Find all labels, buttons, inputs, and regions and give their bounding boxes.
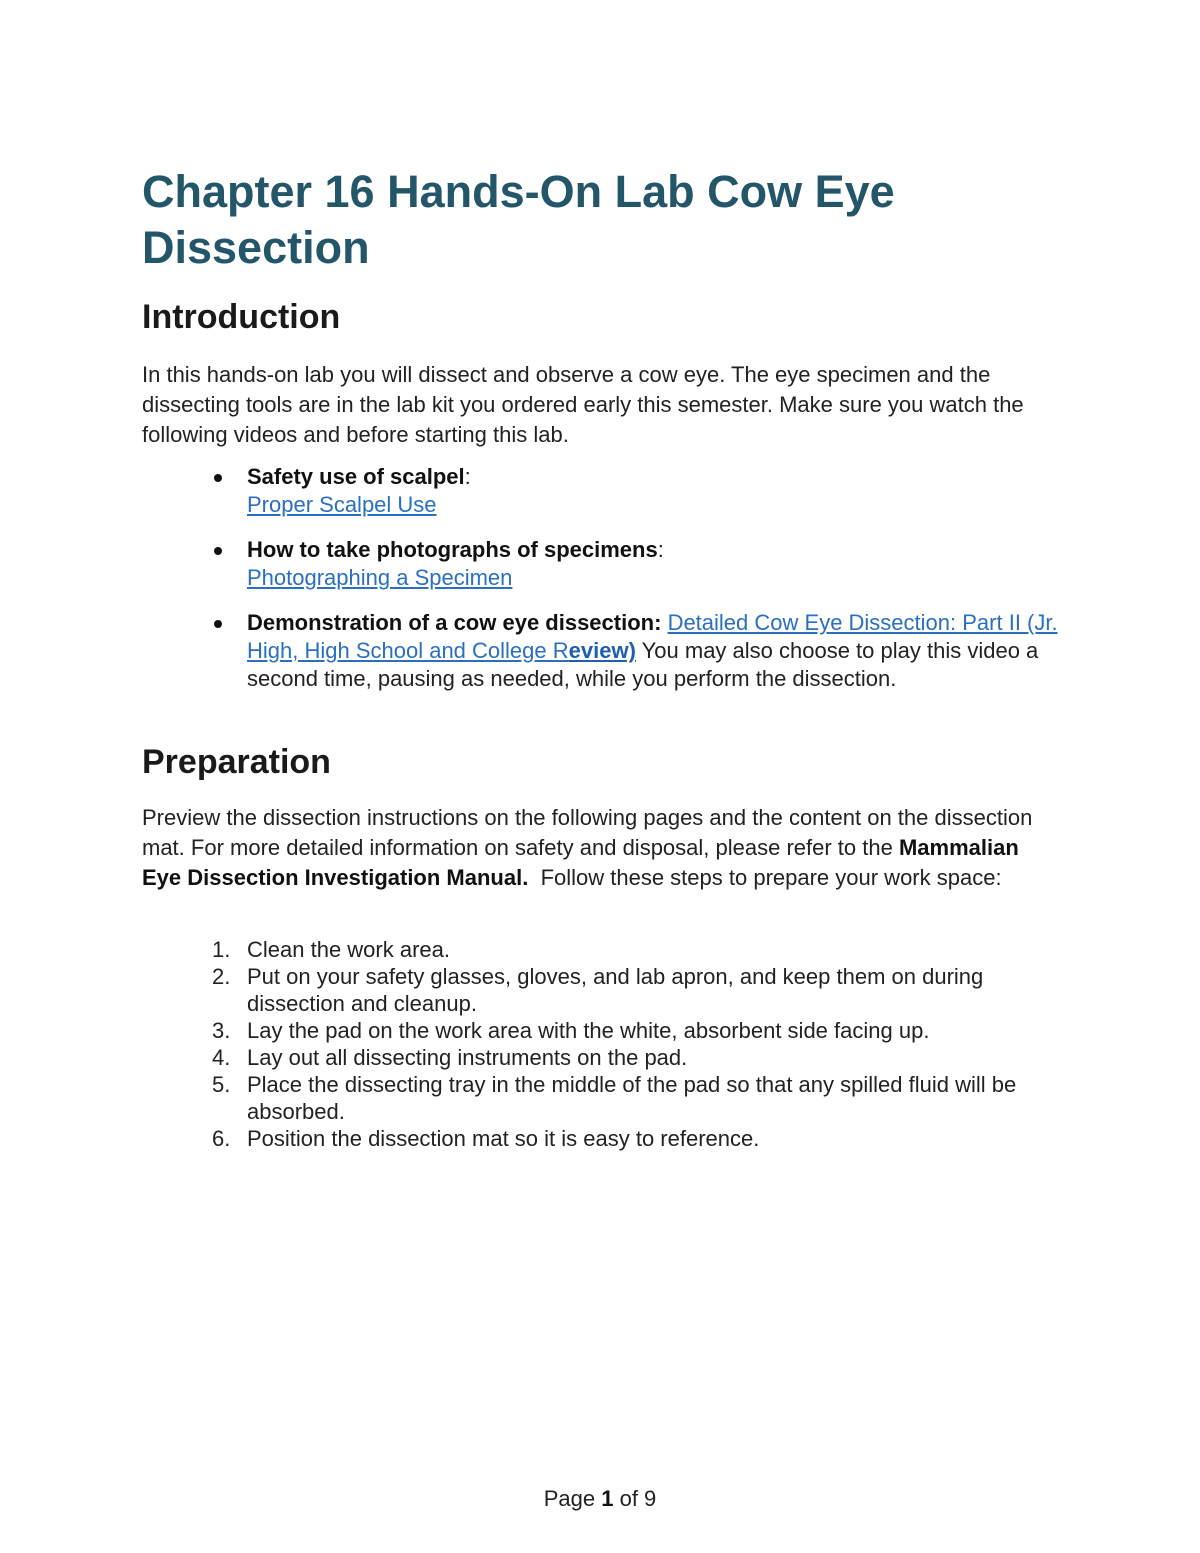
step-number: 3. xyxy=(212,1018,231,1043)
step-text: Position the dissection mat so it is easy to reference. xyxy=(247,1126,760,1151)
step-text: Lay out all dissecting instruments on the pad. xyxy=(247,1045,688,1070)
preparation-text-start: Preview the dissection instructions on the following pages and the content on the dissection mat. For more detailed information on safety and disposal, please refer to the xyxy=(142,805,1033,860)
step-number: 2. xyxy=(212,964,231,989)
list-item xyxy=(142,936,1062,963)
preparation-text-end: Follow these steps to prepare your work space: xyxy=(540,865,1002,890)
preparation-steps xyxy=(142,936,1062,1152)
step-number: 5. xyxy=(212,1072,231,1097)
bullet-icon xyxy=(214,547,222,555)
list-item xyxy=(142,536,1062,592)
cow-eye-dissection-video-link-end[interactable]: eview) xyxy=(568,638,636,663)
list-item xyxy=(142,463,1062,519)
introduction-paragraph: In this hands-on lab you will dissect and observe a cow eye. The eye specimen and the dissecting tools are in the lab kit you ordered early this semester. Make sure you watch the following videos and before starting this lab. xyxy=(142,362,1024,447)
bullet-label: Safety use of scalpel xyxy=(247,464,465,489)
bullet-trailing-text: You may also choose to play this video a second time, pausing as needed, while you perform the dissection. xyxy=(247,638,1039,691)
bullet-separator: : xyxy=(657,537,664,562)
document-title: Chapter 16 Hands-On Lab Cow Eye Dissection xyxy=(142,166,895,273)
step-number: 4. xyxy=(212,1045,231,1070)
introduction-heading: Introduction xyxy=(142,298,341,336)
preparation-paragraph xyxy=(142,803,1060,893)
list-item xyxy=(142,1044,1062,1071)
list-item xyxy=(142,609,1062,693)
bullet-label: How to take photographs of specimens xyxy=(247,537,658,562)
step-number: 1. xyxy=(212,937,231,962)
investigation-manual-name: Mammalian Eye Dissection Investigation Manual. xyxy=(142,835,1019,890)
step-text: Place the dissecting tray in the middle of the pad so that any spilled fluid will be absorbed. xyxy=(247,1072,1017,1124)
page-number: 1 xyxy=(601,1486,614,1511)
page-footer xyxy=(0,1484,1200,1514)
step-number: 6. xyxy=(212,1126,231,1151)
list-item xyxy=(142,963,1062,1017)
list-item xyxy=(142,1017,1062,1044)
step-text: Lay the pad on the work area with the white, absorbent side facing up. xyxy=(247,1018,930,1043)
page-total: of 9 xyxy=(619,1486,657,1511)
bullet-icon xyxy=(214,620,222,628)
list-item xyxy=(142,1125,1062,1152)
video-list xyxy=(142,463,1062,710)
cow-eye-dissection-video-link[interactable]: Detailed Cow Eye Dissection: Part II (Jr. High, High School and College R xyxy=(247,610,1058,663)
photographing-specimen-link[interactable]: Photographing a Specimen xyxy=(247,565,513,590)
step-text: Put on your safety glasses, gloves, and lab apron, and keep them on during dissection and cleanup. xyxy=(247,964,984,1016)
bullet-label: Demonstration of a cow eye dissection: xyxy=(247,610,662,635)
step-text: Clean the work area. xyxy=(247,937,450,962)
bullet-separator: : xyxy=(464,464,471,489)
proper-scalpel-use-link[interactable]: Proper Scalpel Use xyxy=(247,492,437,517)
list-item xyxy=(142,1071,1062,1125)
page-prefix: Page xyxy=(543,1486,596,1511)
preparation-heading: Preparation xyxy=(142,743,331,781)
bullet-icon xyxy=(214,474,222,482)
